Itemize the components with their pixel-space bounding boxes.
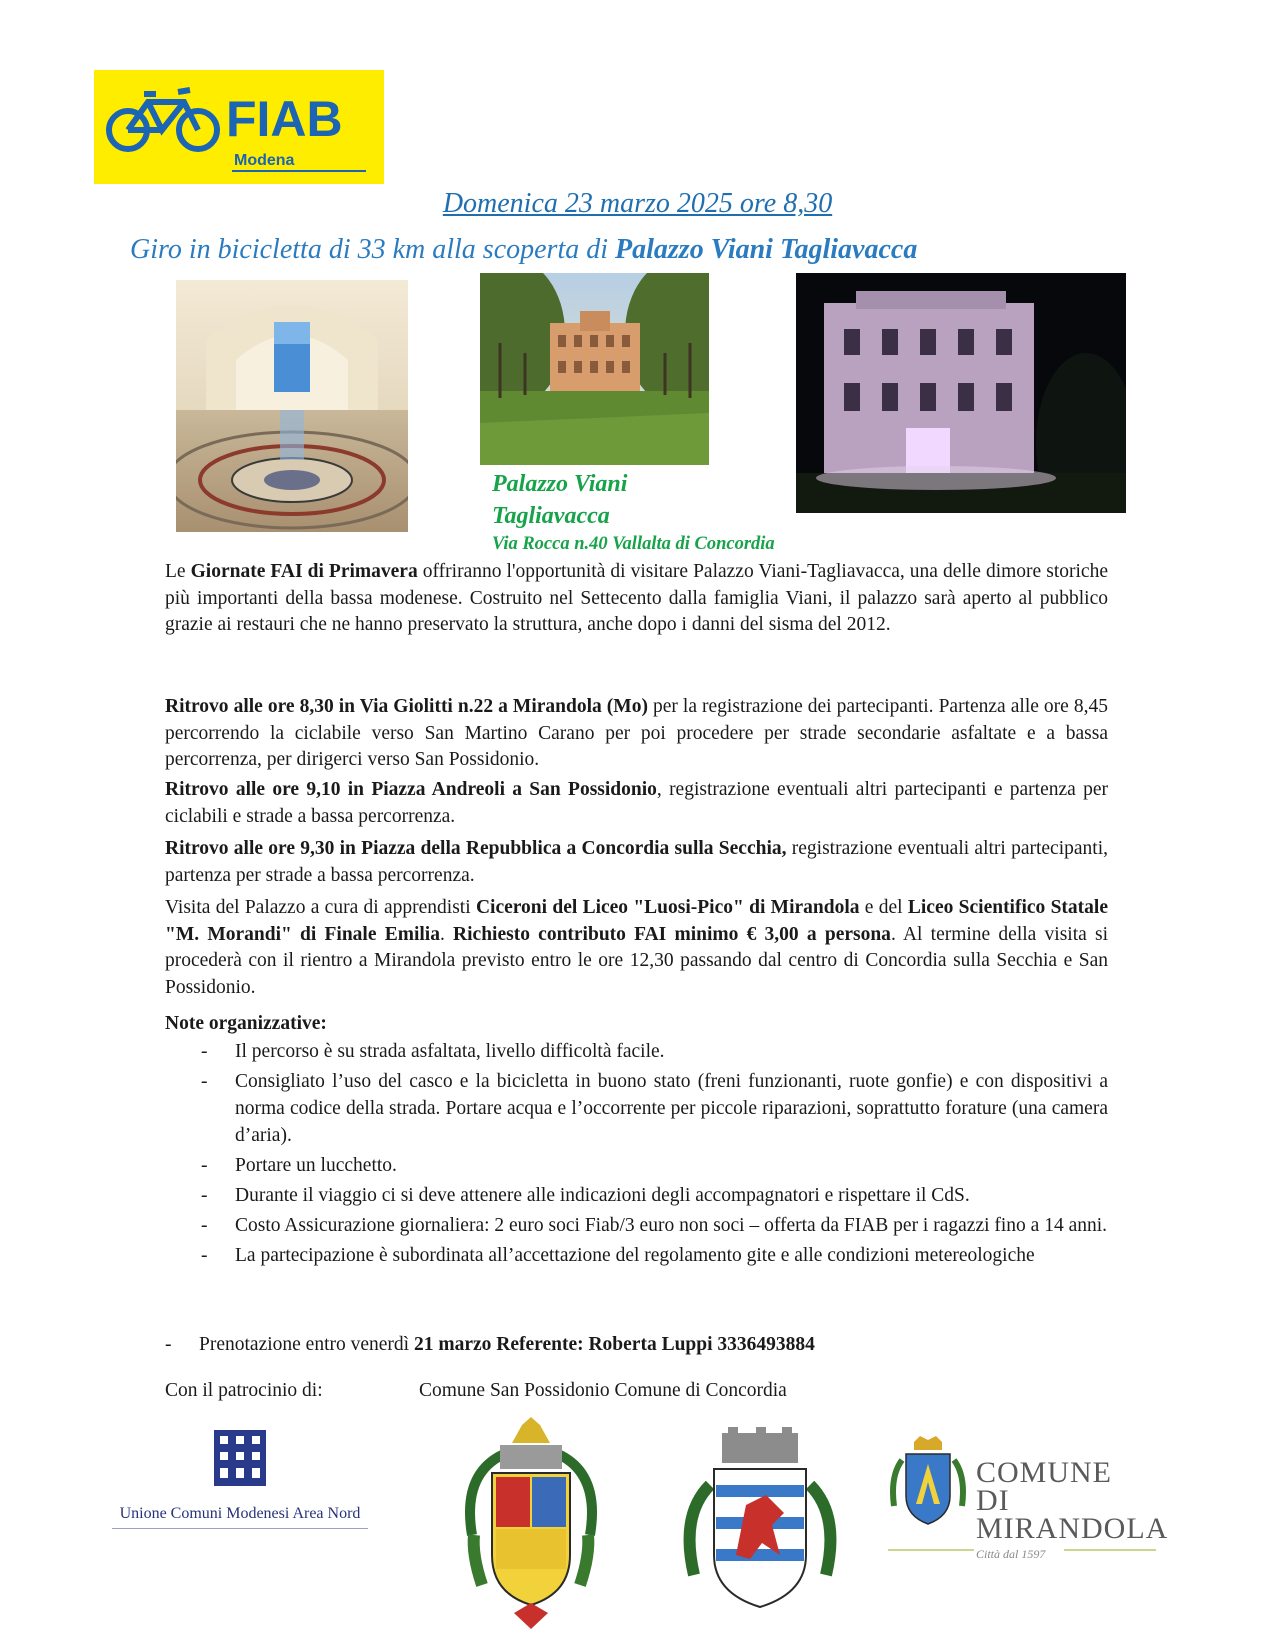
list-dash: - [201, 1215, 208, 1236]
intro-text-2: offriranno l'opportunità di visitare Palazzo Viani-Tagliavacca, una delle dimore storiche più importanti della bassa modenese. Costruito nel Settecento dalla famiglia Viani, il palazzo sarà aperto al pubblico grazie ai restauri che ne hanno preservato la struttura, anche dopo i danni del sisma del 2012. [165, 561, 1108, 635]
list-dash: - [201, 1155, 208, 1176]
list-item [165, 1182, 1108, 1209]
list-dash: - [201, 1185, 208, 1206]
list-item [165, 1038, 1108, 1065]
booking-dash: - [165, 1334, 172, 1355]
palace-night-photo [796, 273, 1126, 513]
list-item [165, 1212, 1108, 1239]
concordia-crest [676, 1425, 844, 1625]
list-dash: - [201, 1071, 208, 1092]
event-title-palace: Palazzo Viani Tagliavacca [615, 234, 918, 265]
mirandola-logo-line2: DI [976, 1484, 1010, 1517]
booking-text: Prenotazione entro venerdì [199, 1334, 414, 1355]
mirandola-shield-icon [888, 1436, 968, 1536]
intro-text-1: Le [165, 561, 191, 582]
visit-bold-3: Richiesto contributo FAI minimo € 3,00 a persona [453, 923, 891, 945]
crest-icon [676, 1425, 844, 1625]
mirandola-logo-rule-left [888, 1549, 974, 1551]
list-dash: - [201, 1041, 208, 1062]
mirandola-logo-line1: COMUNE [976, 1456, 1113, 1489]
unione-comuni-logo [112, 1430, 368, 1526]
mirandola-logo-line3: MIRANDOLA [976, 1512, 1169, 1545]
mirandola-logo-since: Città dal 1597 [976, 1547, 1046, 1561]
visit-bold-2: Liceo Scientifico Statale "M. Morandi" di Finale Emilia [165, 897, 1108, 945]
meeting-point-concordia-text: registrazione eventuali altri partecipanti, partenza per strade a bassa percorrenza. [165, 838, 1108, 886]
notes-title: Note organizzative: [165, 1013, 327, 1034]
list-item-text: La partecipazione è subordinata all’accettazione del regolamento gite e alle condizioni metereologiche [235, 1245, 1035, 1266]
list-item-text: Portare un lucchetto. [235, 1155, 397, 1176]
palace-caption-line2: Tagliavacca [492, 503, 610, 529]
notes-list [165, 1038, 1108, 1272]
meeting-point-concordia-bold: Ritrovo alle ore 9,30 in Piazza della Repubblica a Concordia sulla Secchia, [165, 838, 787, 859]
meeting-point-san-possidonio-text: , registrazione eventuali altri partecipanti e partenza per ciclabili e strade a bassa percorrenza. [165, 779, 1108, 827]
fiab-logo [94, 70, 384, 184]
list-item [165, 1068, 1108, 1149]
fiab-logo-underline [232, 170, 366, 172]
list-item [165, 1152, 1108, 1179]
patronage-row [165, 1380, 787, 1402]
event-title-prefix: Giro in bicicletta di 33 km alla scoperta di [130, 234, 616, 265]
list-item-text: Consigliato l’uso del casco e la bicicletta in buono stato (freni funzionanti, ruote gonfie) e con dispositivi a norma codice della strada. Portare acqua e l’occorrente per piccole riparazioni, soprattutto forature (una camera d’aria). [235, 1071, 1108, 1146]
event-title [130, 234, 917, 266]
meeting-point-san-possidonio-bold: Ritrovo alle ore 9,10 in Piazza Andreoli a San Possidonio [165, 779, 657, 800]
intro-paragraph [165, 559, 1108, 639]
list-item-text: Costo Assicurazione giornaliera: 2 euro soci Fiab/3 euro non soci – offerta da FIAB per i ragazzi fino a 14 anni. [235, 1215, 1108, 1236]
mirandola-logo-rule-right [1064, 1549, 1156, 1551]
patronage-label: Con il patrocinio di: [165, 1380, 323, 1401]
san-possidonio-crest [452, 1415, 610, 1635]
list-item-text: Durante il viaggio ci si deve attenere alle indicazioni degli accompagnatori e rispettare il CdS. [235, 1185, 970, 1206]
unione-logo-rule [112, 1528, 368, 1529]
patronage-entities: Comune San Possidonio Comune di Concordia [419, 1380, 787, 1401]
unione-logo-text: Unione Comuni Modenesi Area Nord [119, 1505, 361, 1522]
bicycle-icon [104, 84, 224, 154]
palace-caption-line1: Palazzo Viani [492, 471, 628, 497]
booking-contact: 21 marzo Referente: Roberta Luppi 3336493884 [413, 1334, 815, 1355]
visit-text-1: Visita del Palazzo a cura di apprendisti [165, 897, 476, 918]
visit-text-3: . [439, 923, 454, 945]
meeting-point-concordia [165, 836, 1108, 889]
meeting-point-mirandola-bold: Ritrovo alle ore 8,30 in Via Giolitti n.22 a Mirandola (Mo) [165, 696, 648, 717]
comune-mirandola-logo [888, 1436, 1169, 1561]
event-date: Domenica 23 marzo 2025 ore 8,30 [442, 188, 833, 219]
fiab-logo-word: FIAB [226, 91, 343, 147]
meeting-point-mirandola [165, 694, 1108, 774]
palace-address: Via Rocca n.40 Vallalta di Concordia [492, 534, 775, 554]
meeting-point-mirandola-text: per la registrazione dei partecipanti. Partenza alle ore 8,45 percorrendo la ciclabile verso San Martino Carano per poi procedere per strade secondarie asfaltate e a bassa percorrenza, per dirigerci verso San Possidonio. [165, 696, 1108, 770]
palace-interior-photo [176, 280, 408, 532]
list-dash: - [201, 1245, 208, 1266]
unione-emblem-icon [214, 1430, 266, 1486]
palace-facade-photo [480, 273, 709, 465]
meeting-point-san-possidonio [165, 777, 1108, 830]
visit-paragraph [165, 895, 1108, 1001]
booking-line [165, 1334, 815, 1356]
intro-bold: Giornate FAI di Primavera [190, 561, 418, 582]
visit-text-4: . Al termine della visita si procederà con il rientro a Mirandola previsto entro le ore 12,30 passando dal centro di Concordia sulla Secchia e San Possidonio. [165, 923, 1108, 998]
list-item [165, 1242, 1108, 1269]
list-item-text: Il percorso è su strada asfaltata, livello difficoltà facile. [235, 1041, 665, 1062]
crest-icon [452, 1415, 610, 1635]
palace-caption [492, 468, 627, 532]
visit-bold-1: Ciceroni del Liceo "Luosi-Pico" di Mirandola [475, 897, 860, 918]
fiab-logo-city: Modena [234, 152, 295, 169]
visit-text-2: e del [859, 897, 908, 918]
